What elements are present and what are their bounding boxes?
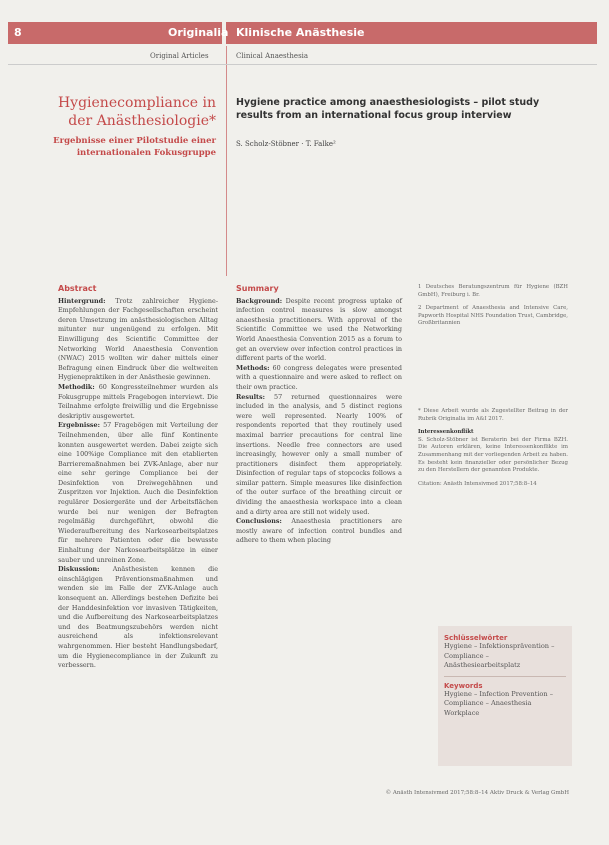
methods-label: Methods: bbox=[236, 363, 270, 372]
affiliation-1: 1 Deutsches Beratungszentrum für Hygiene (BZH GmbH), Freiburg i. Br. bbox=[418, 284, 568, 298]
affiliation-2: 2 Department of Anaesthesia and Intensive Care, Papworth Hospital NHS Foundation Trust, Cambridge, Großbritannien bbox=[418, 305, 568, 327]
results-label: Results: bbox=[236, 392, 265, 401]
conclusions-text: Anaesthesia practitioners are mostly aware of infection control bundles and adhere to them when placing bbox=[236, 517, 402, 545]
hintergrund-label: Hintergrund: bbox=[58, 296, 106, 305]
copyright-line: © Anästh Intensivmed 2017;58:8–14 Aktiv Druck & Verlag GmbH bbox=[385, 790, 569, 796]
interessen-heading: Interessenkonflikt bbox=[418, 429, 474, 436]
author-list: S. Scholz-Stöbner · T. Falke² bbox=[236, 140, 336, 148]
subheader-de: Original Articles bbox=[150, 52, 209, 60]
subtitle-german: Ergebnisse einer Pilotstudie einer internationalen Fokusgruppe bbox=[53, 136, 216, 158]
footnote-column bbox=[418, 284, 568, 494]
summary-column bbox=[236, 284, 402, 546]
title-german: Hygienecompliance in der Anästhesiologie* bbox=[57, 95, 216, 129]
abstract-heading: Abstract bbox=[58, 284, 97, 293]
keywords-en-heading: Keywords bbox=[444, 681, 483, 690]
title-english: Hygiene practice among anaesthesiologists – pilot study results from an international focus group interview bbox=[236, 97, 540, 121]
interessen-text: S. Scholz-Stöbner ist Beraterin bei der Firma BZH. Die Autoren erklären, keine Interessenkonflikte im Zusammenhang mit der vorliegenden Arbeit zu haben. Es besteht kein finanzieller oder persönlicher Bezug zu den Herstellern der genannten Produkte. bbox=[418, 436, 568, 474]
citation-text: Citation: Anästh Intensivmed 2017;58:8–14 bbox=[418, 480, 537, 487]
subheader-en: Clinical Anaesthesia bbox=[236, 52, 309, 60]
results-text: 57 returned questionnaires were included in the analysis, and 5 distinct regions were well represented. Nearly 100% of respondents reported that they routinely used maximal barrier precautions for central line insertions. Needle free connectors are used increasingly, however only a small number of practitioners disinfect them appropriately. Disinfection of regular taps of stopcocks follows a similar pattern. Simple measures like disinfection of the outer surface of the breathing circuit or dividing the anaesthesia workspace into a clean and a dirty area are still not widely used. bbox=[236, 392, 402, 516]
article-note: * Diese Arbeit wurde als Zugestellter Beitrag in der Rubrik Originalia im A&I 2017. bbox=[418, 407, 568, 422]
keywords-box bbox=[438, 626, 572, 766]
hintergrund-text: Trotz zahlreicher Hygiene-Empfehlungen der Fachgesellschaften erscheint deren Umsetzung im anästhesiologischen Alltag mitunter nur ungenügend zu erfolgen. Mit Einwilligung des Scientific Committee der Networking World Anaesthesia Convention (NWAC) 2015 wollten wir daher mittels einer Befragung einen Eindruck über die weltweiten Hygienepraktiken in der Anästhesie gewinnen. bbox=[58, 296, 218, 382]
keywords-de: Hygiene – Infektionsprävention – Compliance – Anästhesiearbeitsplatz bbox=[444, 642, 555, 669]
section-label-de: Originalia bbox=[168, 26, 229, 39]
background-text: Despite recent progress uptake of infection control measures is slow amongst anaesthesia practitioners. With approval of the Scientific Committee we used the Networking World Anaesthesia Convention 2015 as a forum to get an overview over infection control practices in different parts of the world. bbox=[236, 296, 402, 363]
methods-text: 60 congress delegates were presented with a questionnaire and were asked to reflect on their own practice. bbox=[236, 363, 402, 391]
vertical-divider bbox=[226, 46, 227, 276]
keywords-separator bbox=[444, 676, 566, 677]
header-rule bbox=[8, 64, 597, 65]
page-number: 8 bbox=[14, 26, 22, 39]
keywords-en: Hygiene – Infection Prevention – Compliance – Anaesthesia Workplace bbox=[444, 689, 554, 717]
background-label: Background: bbox=[236, 296, 283, 305]
ergebnisse-label: Ergebnisse: bbox=[58, 421, 100, 430]
section-label-en: Klinische Anästhesie bbox=[236, 26, 365, 39]
diskussion-label: Diskussion: bbox=[58, 565, 100, 574]
keywords-de-heading: Schlüsselwörter bbox=[444, 634, 508, 642]
summary-heading: Summary bbox=[236, 284, 279, 293]
conclusions-label: Conclusions: bbox=[236, 517, 282, 526]
diskussion-text: Anästhesisten kennen die einschlägigen Präventionsmaßnahmen und wenden sie im Falle der ZVK-Anlage auch konsequent an. Allerdings bestehen Defizite bei der Handdesinfektion vor invasiven Tätigkeiten, und die Aufbereitung des Narkosearbeitsplatzes und des Beatmungszubehörs werden nicht ausreichend als infektionsrelevant wahrgenommen. Hier besteht Handlungsbedarf, um die Hygienecompliance in der Zukunft zu verbessern. bbox=[58, 565, 218, 670]
methodik-text: 60 Kongressteilnehmer wurden als Fokusgruppe mittels Fragebogen interviewt. Die Teilnahme erfolgte freiwillig und die Ergebnisse deskriptiv ausgewertet. bbox=[58, 382, 218, 420]
ergebnisse-text: 57 Fragebögen mit Verteilung der Teilnehmenden, über alle fünf Kontinente konnten ausgewertet werden. Dabei zeigte sich eine 100%ige Compliance mit den etablierten Barrieremaßnahmen bei ZVK-Anlage, aber nur eine sehr geringe Compliance bei der Desinfektion von Dreiwegehähnen und Zuspritzen vor Injektion. Auch die Desinfektion regulärer Dosiergeräte und der Arbeitsflächen wurde bei nur wenigen der Befragten regelmäßig durchgeführt, obwohl die Wiederaufbereitung des Narkosearbeitsplatzes für mehrere Patienten oder die bewusste Einhaltung der Narkosearbeitsplätze in einer sauber und unreinen Zone. bbox=[58, 421, 218, 564]
abstract-column bbox=[58, 284, 218, 671]
methodik-label: Methodik: bbox=[58, 382, 95, 391]
